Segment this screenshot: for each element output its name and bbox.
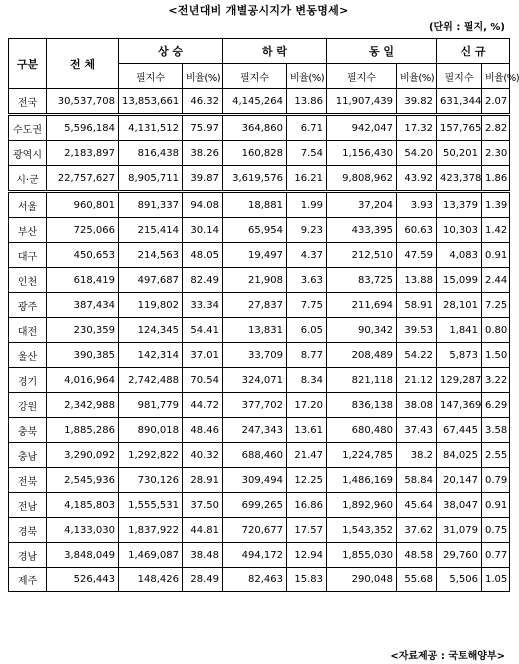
row-new-count: 13,379 [437, 192, 482, 218]
row-total: 618,419 [47, 268, 119, 293]
row-same-ratio: 47.59 [397, 243, 437, 268]
row-same-count: 680,480 [327, 418, 397, 443]
row-down-ratio: 6.05 [287, 318, 327, 343]
row-down-count: 13,831 [223, 318, 287, 343]
row-up-ratio: 38.26 [183, 141, 223, 166]
row-down-count: 18,881 [223, 192, 287, 218]
table-row [9, 343, 510, 368]
row-new-count: 5,506 [437, 568, 482, 592]
row-down-ratio: 4.37 [287, 243, 327, 268]
row-total: 5,596,184 [47, 115, 119, 141]
row-same-ratio: 60.63 [397, 218, 437, 243]
row-same-count: 1,486,169 [327, 468, 397, 493]
row-region: 대구 [9, 243, 47, 268]
row-new-ratio: 1.39 [482, 192, 510, 218]
table-row [9, 89, 510, 115]
row-region: 경남 [9, 543, 47, 568]
row-up-count: 497,687 [119, 268, 183, 293]
row-total: 960,801 [47, 192, 119, 218]
row-new-ratio: 1.42 [482, 218, 510, 243]
row-down-ratio: 7.75 [287, 293, 327, 318]
row-down-ratio: 7.54 [287, 141, 327, 166]
row-down-count: 65,954 [223, 218, 287, 243]
header-down-ratio: 비율(%) [287, 64, 327, 89]
table-row [9, 243, 510, 268]
row-new-count: 157,765 [437, 115, 482, 141]
unit-label: (단위 : 필지, %) [428, 22, 505, 33]
row-new-ratio: 0.91 [482, 243, 510, 268]
table-row [9, 493, 510, 518]
table-row [9, 166, 510, 192]
row-new-count: 129,287 [437, 368, 482, 393]
row-up-count: 981,779 [119, 393, 183, 418]
row-down-count: 699,265 [223, 493, 287, 518]
header-group-up: 상 승 [119, 39, 223, 64]
row-same-count: 90,342 [327, 318, 397, 343]
row-up-ratio: 54.41 [183, 318, 223, 343]
row-same-ratio: 58.91 [397, 293, 437, 318]
header-total: 전 체 [47, 39, 119, 89]
row-new-count: 84,025 [437, 443, 482, 468]
row-up-count: 1,555,531 [119, 493, 183, 518]
row-same-count: 1,543,352 [327, 518, 397, 543]
header-region: 구분 [9, 39, 47, 89]
row-up-count: 1,292,822 [119, 443, 183, 468]
header-group-new: 신 규 [437, 39, 510, 64]
row-region: 전국 [9, 89, 47, 115]
row-down-count: 247,343 [223, 418, 287, 443]
row-same-count: 1,892,960 [327, 493, 397, 518]
row-up-count: 1,469,087 [119, 543, 183, 568]
header-up-ratio: 비율(%) [183, 64, 223, 89]
row-new-count: 147,369 [437, 393, 482, 418]
row-same-ratio: 48.58 [397, 543, 437, 568]
row-same-ratio: 38.08 [397, 393, 437, 418]
row-up-ratio: 82.49 [183, 268, 223, 293]
row-up-ratio: 33.34 [183, 293, 223, 318]
table-row [9, 293, 510, 318]
row-new-count: 15,099 [437, 268, 482, 293]
row-total: 526,443 [47, 568, 119, 592]
row-new-ratio: 1.50 [482, 343, 510, 368]
row-same-ratio: 38.2 [397, 443, 437, 468]
row-region: 울산 [9, 343, 47, 368]
row-down-ratio: 15.83 [287, 568, 327, 592]
row-down-count: 309,494 [223, 468, 287, 493]
row-new-ratio: 3.58 [482, 418, 510, 443]
header-group-down: 하 락 [223, 39, 327, 64]
header-new-count: 필지수 [437, 64, 482, 89]
row-down-ratio: 12.25 [287, 468, 327, 493]
row-total: 2,183,897 [47, 141, 119, 166]
row-up-ratio: 40.32 [183, 443, 223, 468]
row-region: 제주 [9, 568, 47, 592]
row-region: 광주 [9, 293, 47, 318]
row-up-count: 1,837,922 [119, 518, 183, 543]
row-down-count: 27,837 [223, 293, 287, 318]
row-same-count: 37,204 [327, 192, 397, 218]
row-new-count: 1,841 [437, 318, 482, 343]
row-total: 2,342,988 [47, 393, 119, 418]
table-row [9, 192, 510, 218]
row-same-ratio: 37.43 [397, 418, 437, 443]
header-group-same: 동 일 [327, 39, 437, 64]
row-down-count: 3,619,576 [223, 166, 287, 192]
table-row [9, 518, 510, 543]
table-row [9, 393, 510, 418]
row-down-ratio: 17.57 [287, 518, 327, 543]
row-down-count: 4,145,264 [223, 89, 287, 115]
row-same-count: 290,048 [327, 568, 397, 592]
row-total: 3,290,092 [47, 443, 119, 468]
row-total: 4,016,964 [47, 368, 119, 393]
row-same-ratio: 37.62 [397, 518, 437, 543]
row-region: 충북 [9, 418, 47, 443]
row-same-count: 1,224,785 [327, 443, 397, 468]
land-price-change-table [8, 38, 519, 592]
row-up-ratio: 37.01 [183, 343, 223, 368]
row-down-ratio: 13.61 [287, 418, 327, 443]
row-region: 전북 [9, 468, 47, 493]
row-new-ratio: 1.86 [482, 166, 510, 192]
row-region: 시·군 [9, 166, 47, 192]
row-down-ratio: 13.86 [287, 89, 327, 115]
row-total: 30,537,708 [47, 89, 119, 115]
row-down-ratio: 9.23 [287, 218, 327, 243]
row-region: 인천 [9, 268, 47, 293]
row-up-count: 13,853,661 [119, 89, 183, 115]
row-total: 2,545,936 [47, 468, 119, 493]
row-new-count: 67,445 [437, 418, 482, 443]
header-new-ratio: 비율(%) [482, 64, 510, 89]
row-same-ratio: 17.32 [397, 115, 437, 141]
row-new-ratio: 6.29 [482, 393, 510, 418]
row-down-count: 720,677 [223, 518, 287, 543]
row-same-count: 211,694 [327, 293, 397, 318]
table-row [9, 568, 510, 592]
row-up-count: 891,337 [119, 192, 183, 218]
row-up-ratio: 44.72 [183, 393, 223, 418]
row-up-ratio: 70.54 [183, 368, 223, 393]
row-same-ratio: 55.68 [397, 568, 437, 592]
row-new-ratio: 7.25 [482, 293, 510, 318]
row-down-ratio: 21.47 [287, 443, 327, 468]
row-same-ratio: 3.93 [397, 192, 437, 218]
row-down-ratio: 8.34 [287, 368, 327, 393]
row-total: 4,133,030 [47, 518, 119, 543]
header-same-count: 필지수 [327, 64, 397, 89]
row-region: 광역시 [9, 141, 47, 166]
table-row [9, 218, 510, 243]
row-down-count: 364,860 [223, 115, 287, 141]
row-region: 경기 [9, 368, 47, 393]
row-region: 경북 [9, 518, 47, 543]
row-down-ratio: 6.71 [287, 115, 327, 141]
row-same-ratio: 39.82 [397, 89, 437, 115]
row-new-count: 4,083 [437, 243, 482, 268]
row-up-ratio: 94.08 [183, 192, 223, 218]
row-up-count: 890,018 [119, 418, 183, 443]
row-up-ratio: 28.91 [183, 468, 223, 493]
row-new-count: 50,201 [437, 141, 482, 166]
row-new-count: 29,760 [437, 543, 482, 568]
row-total: 725,066 [47, 218, 119, 243]
table-row [9, 318, 510, 343]
table-body [9, 89, 510, 592]
row-up-count: 4,131,512 [119, 115, 183, 141]
row-new-ratio: 3.22 [482, 368, 510, 393]
row-region: 전남 [9, 493, 47, 518]
header-same-ratio: 비율(%) [397, 64, 437, 89]
row-up-ratio: 46.32 [183, 89, 223, 115]
row-up-count: 148,426 [119, 568, 183, 592]
row-up-count: 142,314 [119, 343, 183, 368]
row-region: 부산 [9, 218, 47, 243]
table-row [9, 115, 510, 141]
row-total: 387,434 [47, 293, 119, 318]
table-row [9, 368, 510, 393]
row-up-ratio: 38.48 [183, 543, 223, 568]
row-new-count: 423,378 [437, 166, 482, 192]
row-down-ratio: 16.86 [287, 493, 327, 518]
row-new-ratio: 2.30 [482, 141, 510, 166]
row-down-ratio: 1.99 [287, 192, 327, 218]
row-down-count: 33,709 [223, 343, 287, 368]
row-up-count: 124,345 [119, 318, 183, 343]
row-same-count: 208,489 [327, 343, 397, 368]
row-up-ratio: 48.05 [183, 243, 223, 268]
row-up-ratio: 30.14 [183, 218, 223, 243]
row-new-ratio: 2.07 [482, 89, 510, 115]
row-down-count: 21,908 [223, 268, 287, 293]
row-same-ratio: 39.53 [397, 318, 437, 343]
row-total: 1,885,286 [47, 418, 119, 443]
row-same-count: 11,907,439 [327, 89, 397, 115]
row-new-ratio: 0.91 [482, 493, 510, 518]
table-row [9, 443, 510, 468]
row-total: 4,185,803 [47, 493, 119, 518]
row-same-count: 821,118 [327, 368, 397, 393]
row-down-count: 377,702 [223, 393, 287, 418]
row-new-ratio: 0.80 [482, 318, 510, 343]
row-total: 450,653 [47, 243, 119, 268]
row-same-count: 1,156,430 [327, 141, 397, 166]
row-region: 서울 [9, 192, 47, 218]
row-new-count: 631,344 [437, 89, 482, 115]
row-up-count: 2,742,488 [119, 368, 183, 393]
row-region: 대전 [9, 318, 47, 343]
header-down-count: 필지수 [223, 64, 287, 89]
row-down-ratio: 12.94 [287, 543, 327, 568]
row-down-ratio: 8.77 [287, 343, 327, 368]
row-total: 230,359 [47, 318, 119, 343]
row-up-ratio: 44.81 [183, 518, 223, 543]
row-up-ratio: 28.49 [183, 568, 223, 592]
row-same-ratio: 13.88 [397, 268, 437, 293]
table-row [9, 141, 510, 166]
row-same-ratio: 54.20 [397, 141, 437, 166]
row-same-count: 433,395 [327, 218, 397, 243]
row-region: 충남 [9, 443, 47, 468]
row-region: 강원 [9, 393, 47, 418]
row-new-count: 10,303 [437, 218, 482, 243]
row-new-count: 38,047 [437, 493, 482, 518]
row-new-count: 31,079 [437, 518, 482, 543]
row-same-ratio: 58.84 [397, 468, 437, 493]
row-same-ratio: 54.22 [397, 343, 437, 368]
page-title: <전년대비 개별공시지가 변동명세> [168, 4, 349, 17]
row-same-ratio: 43.92 [397, 166, 437, 192]
row-new-ratio: 0.75 [482, 518, 510, 543]
table-row [9, 468, 510, 493]
row-down-count: 19,497 [223, 243, 287, 268]
row-new-ratio: 1.05 [482, 568, 510, 592]
row-up-count: 214,563 [119, 243, 183, 268]
row-same-count: 212,510 [327, 243, 397, 268]
row-new-ratio: 2.44 [482, 268, 510, 293]
table-row [9, 268, 510, 293]
table-row [9, 418, 510, 443]
row-down-ratio: 16.21 [287, 166, 327, 192]
row-up-ratio: 75.97 [183, 115, 223, 141]
row-new-count: 5,873 [437, 343, 482, 368]
row-new-ratio: 0.79 [482, 468, 510, 493]
row-down-count: 688,460 [223, 443, 287, 468]
row-same-count: 942,047 [327, 115, 397, 141]
row-new-ratio: 2.55 [482, 443, 510, 468]
row-new-count: 20,147 [437, 468, 482, 493]
row-total: 3,848,049 [47, 543, 119, 568]
row-new-ratio: 0.77 [482, 543, 510, 568]
row-same-ratio: 21.12 [397, 368, 437, 393]
row-same-count: 1,855,030 [327, 543, 397, 568]
row-new-ratio: 2.82 [482, 115, 510, 141]
source-credit: <자료제공 : 국토해양부> [390, 651, 505, 662]
row-new-count: 28,101 [437, 293, 482, 318]
row-down-ratio: 17.20 [287, 393, 327, 418]
row-up-count: 119,802 [119, 293, 183, 318]
header-up-count: 필지수 [119, 64, 183, 89]
row-up-count: 816,438 [119, 141, 183, 166]
row-up-ratio: 48.46 [183, 418, 223, 443]
row-same-count: 83,725 [327, 268, 397, 293]
row-down-count: 82,463 [223, 568, 287, 592]
row-down-count: 494,172 [223, 543, 287, 568]
row-up-ratio: 37.50 [183, 493, 223, 518]
row-same-ratio: 45.64 [397, 493, 437, 518]
row-same-count: 836,138 [327, 393, 397, 418]
row-total: 390,385 [47, 343, 119, 368]
row-total: 22,757,627 [47, 166, 119, 192]
row-up-ratio: 39.87 [183, 166, 223, 192]
row-up-count: 730,126 [119, 468, 183, 493]
row-up-count: 8,905,711 [119, 166, 183, 192]
row-region: 수도권 [9, 115, 47, 141]
table-row [9, 543, 510, 568]
row-up-count: 215,414 [119, 218, 183, 243]
row-down-count: 160,828 [223, 141, 287, 166]
row-down-count: 324,071 [223, 368, 287, 393]
row-same-count: 9,808,962 [327, 166, 397, 192]
row-down-ratio: 3.63 [287, 268, 327, 293]
